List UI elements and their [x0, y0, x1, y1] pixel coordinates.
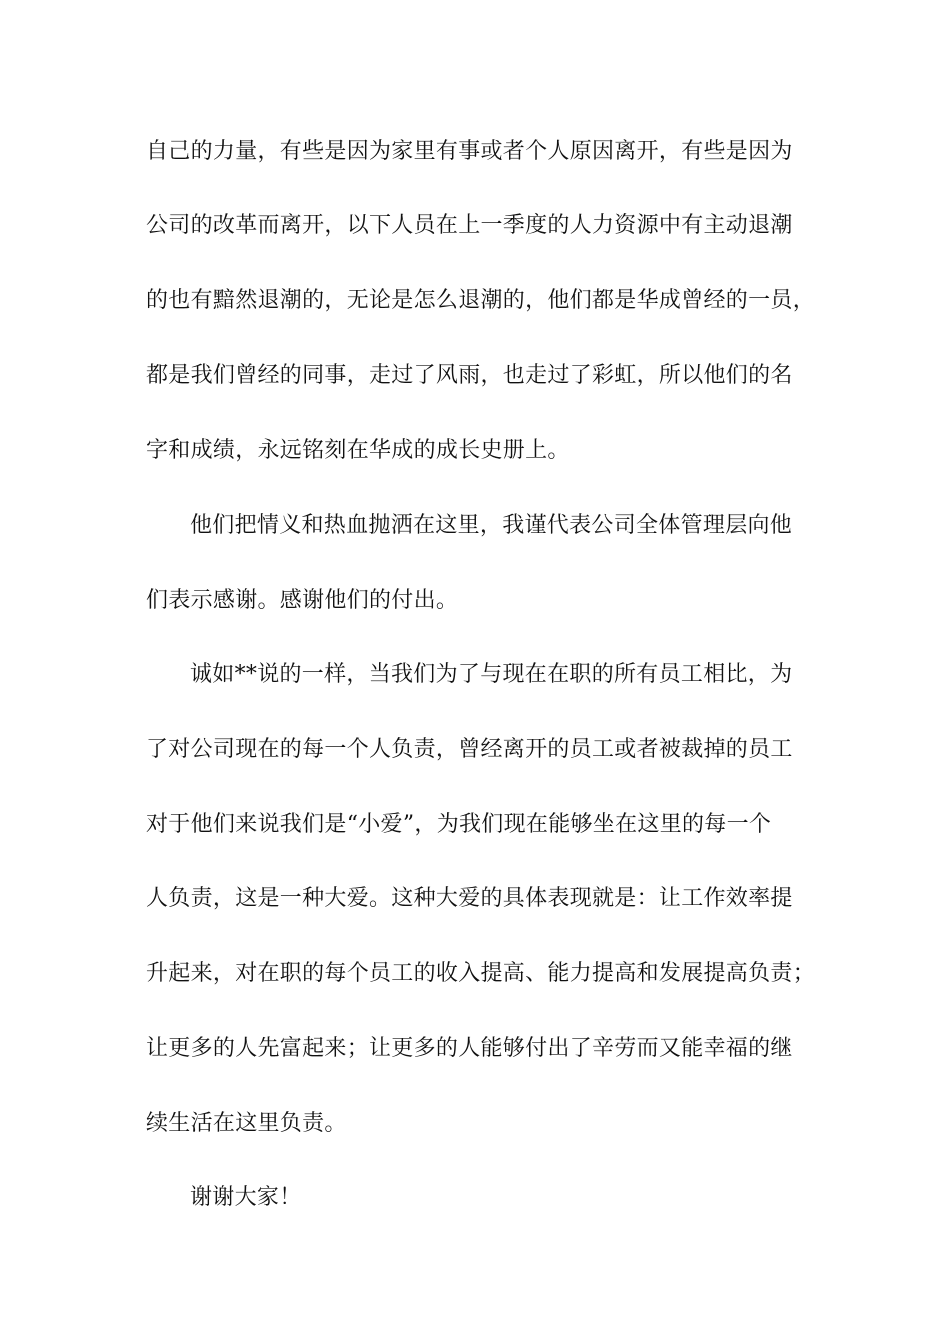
paragraph-line: 的也有黯然退潮的，无论是怎么退潮的，他们都是华成曾经的一员，: [146, 288, 816, 313]
paragraph-line: 升起来，对在职的每个员工的收入提高、能力提高和发展提高负责；: [146, 961, 816, 986]
paragraph-line: 他们把情义和热血抛洒在这里，我谨代表公司全体管理层向他: [190, 513, 793, 538]
paragraph-line: 们表示感谢。感谢他们的付出。: [146, 588, 459, 613]
paragraph-line: 对于他们来说我们是“小爱”，为我们现在能够坐在这里的每一个: [146, 812, 772, 837]
paragraph-line: 字和成绩，永远铭刻在华成的成长史册上。: [146, 438, 570, 463]
paragraph-line: 诚如**说的一样，当我们为了与现在在职的所有员工相比，为: [190, 662, 793, 687]
paragraph-line: 公司的改革而离开，以下人员在上一季度的人力资源中有主动退潮: [146, 213, 793, 238]
paragraph-line: 人负责，这是一种大爱。这种大爱的具体表现就是：让工作效率提: [146, 886, 793, 911]
paragraph-line: 了对公司现在的每一个人负责，曾经离开的员工或者被裁掉的员工: [146, 737, 793, 762]
paragraph-line: 让更多的人先富起来；让更多的人能够付出了辛劳而又能幸福的继: [146, 1036, 793, 1061]
closing-line: 谢谢大家！: [190, 1185, 302, 1210]
paragraph-line: 自己的力量，有些是因为家里有事或者个人原因离开，有些是因为: [146, 139, 793, 164]
paragraph-line: 都是我们曾经的同事，走过了风雨，也走过了彩虹，所以他们的名: [146, 363, 793, 388]
paragraph-line: 续生活在这里负责。: [146, 1111, 347, 1136]
